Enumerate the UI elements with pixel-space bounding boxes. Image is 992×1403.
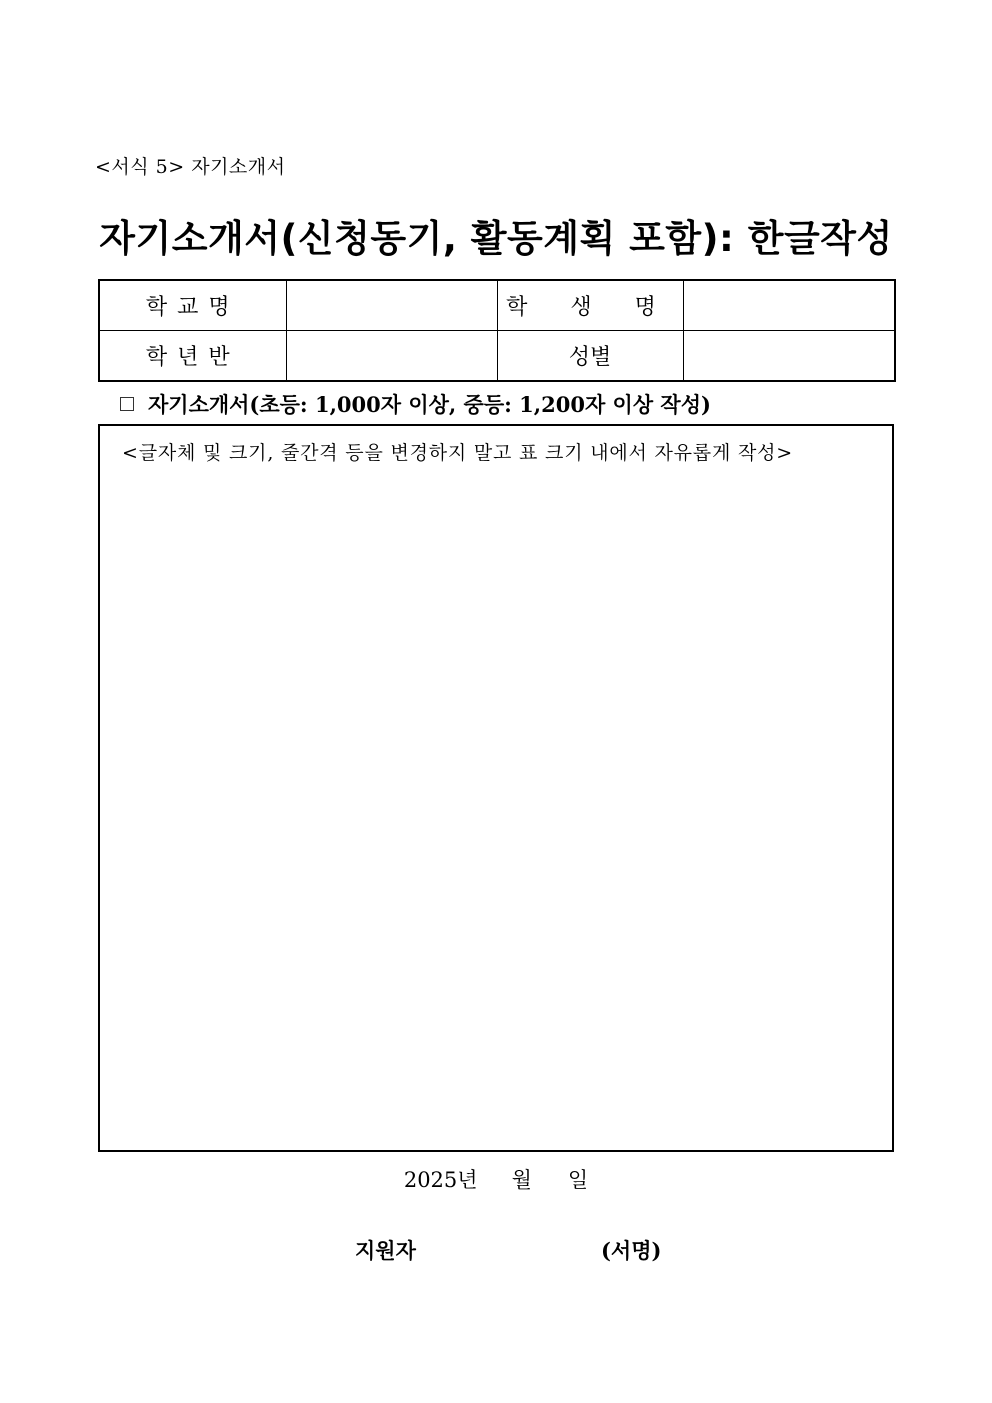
student-name-label: 학 생 명 — [497, 280, 683, 331]
applicant-info-table — [98, 279, 896, 382]
gender-label: 성별 — [497, 331, 683, 382]
date-line — [0, 1164, 992, 1194]
grade-class-label: 학년반 — [99, 331, 286, 382]
gender-field[interactable] — [683, 331, 895, 382]
section-heading-text: 자기소개서(초등: 1,000자 이상, 중등: 1,200자 이상 작성) — [148, 392, 711, 417]
applicant-label: 지원자 — [355, 1238, 416, 1263]
form-number: <서식 5> 자기소개서 — [95, 156, 286, 178]
essay-box[interactable] — [98, 424, 894, 1152]
date-year: 2025년 — [403, 1168, 478, 1192]
date-day: 일 — [567, 1168, 589, 1192]
grade-class-field[interactable] — [286, 331, 497, 382]
section-heading — [120, 389, 711, 419]
school-name-label: 학교명 — [99, 280, 286, 331]
essay-guide-text: <글자체 및 크기, 줄간격 등을 변경하지 말고 표 크기 내에서 자유롭게 작성> — [122, 442, 793, 464]
signature-label[interactable]: (서명) — [601, 1238, 662, 1263]
empty-square-icon — [120, 397, 134, 411]
document-title: 자기소개서(신청동기, 활동계획 포함): 한글작성 — [99, 217, 893, 260]
date-month: 월 — [511, 1168, 532, 1192]
student-name-field[interactable] — [683, 280, 895, 331]
school-name-field[interactable] — [286, 280, 497, 331]
table-row — [99, 331, 895, 382]
table-row — [99, 280, 895, 331]
